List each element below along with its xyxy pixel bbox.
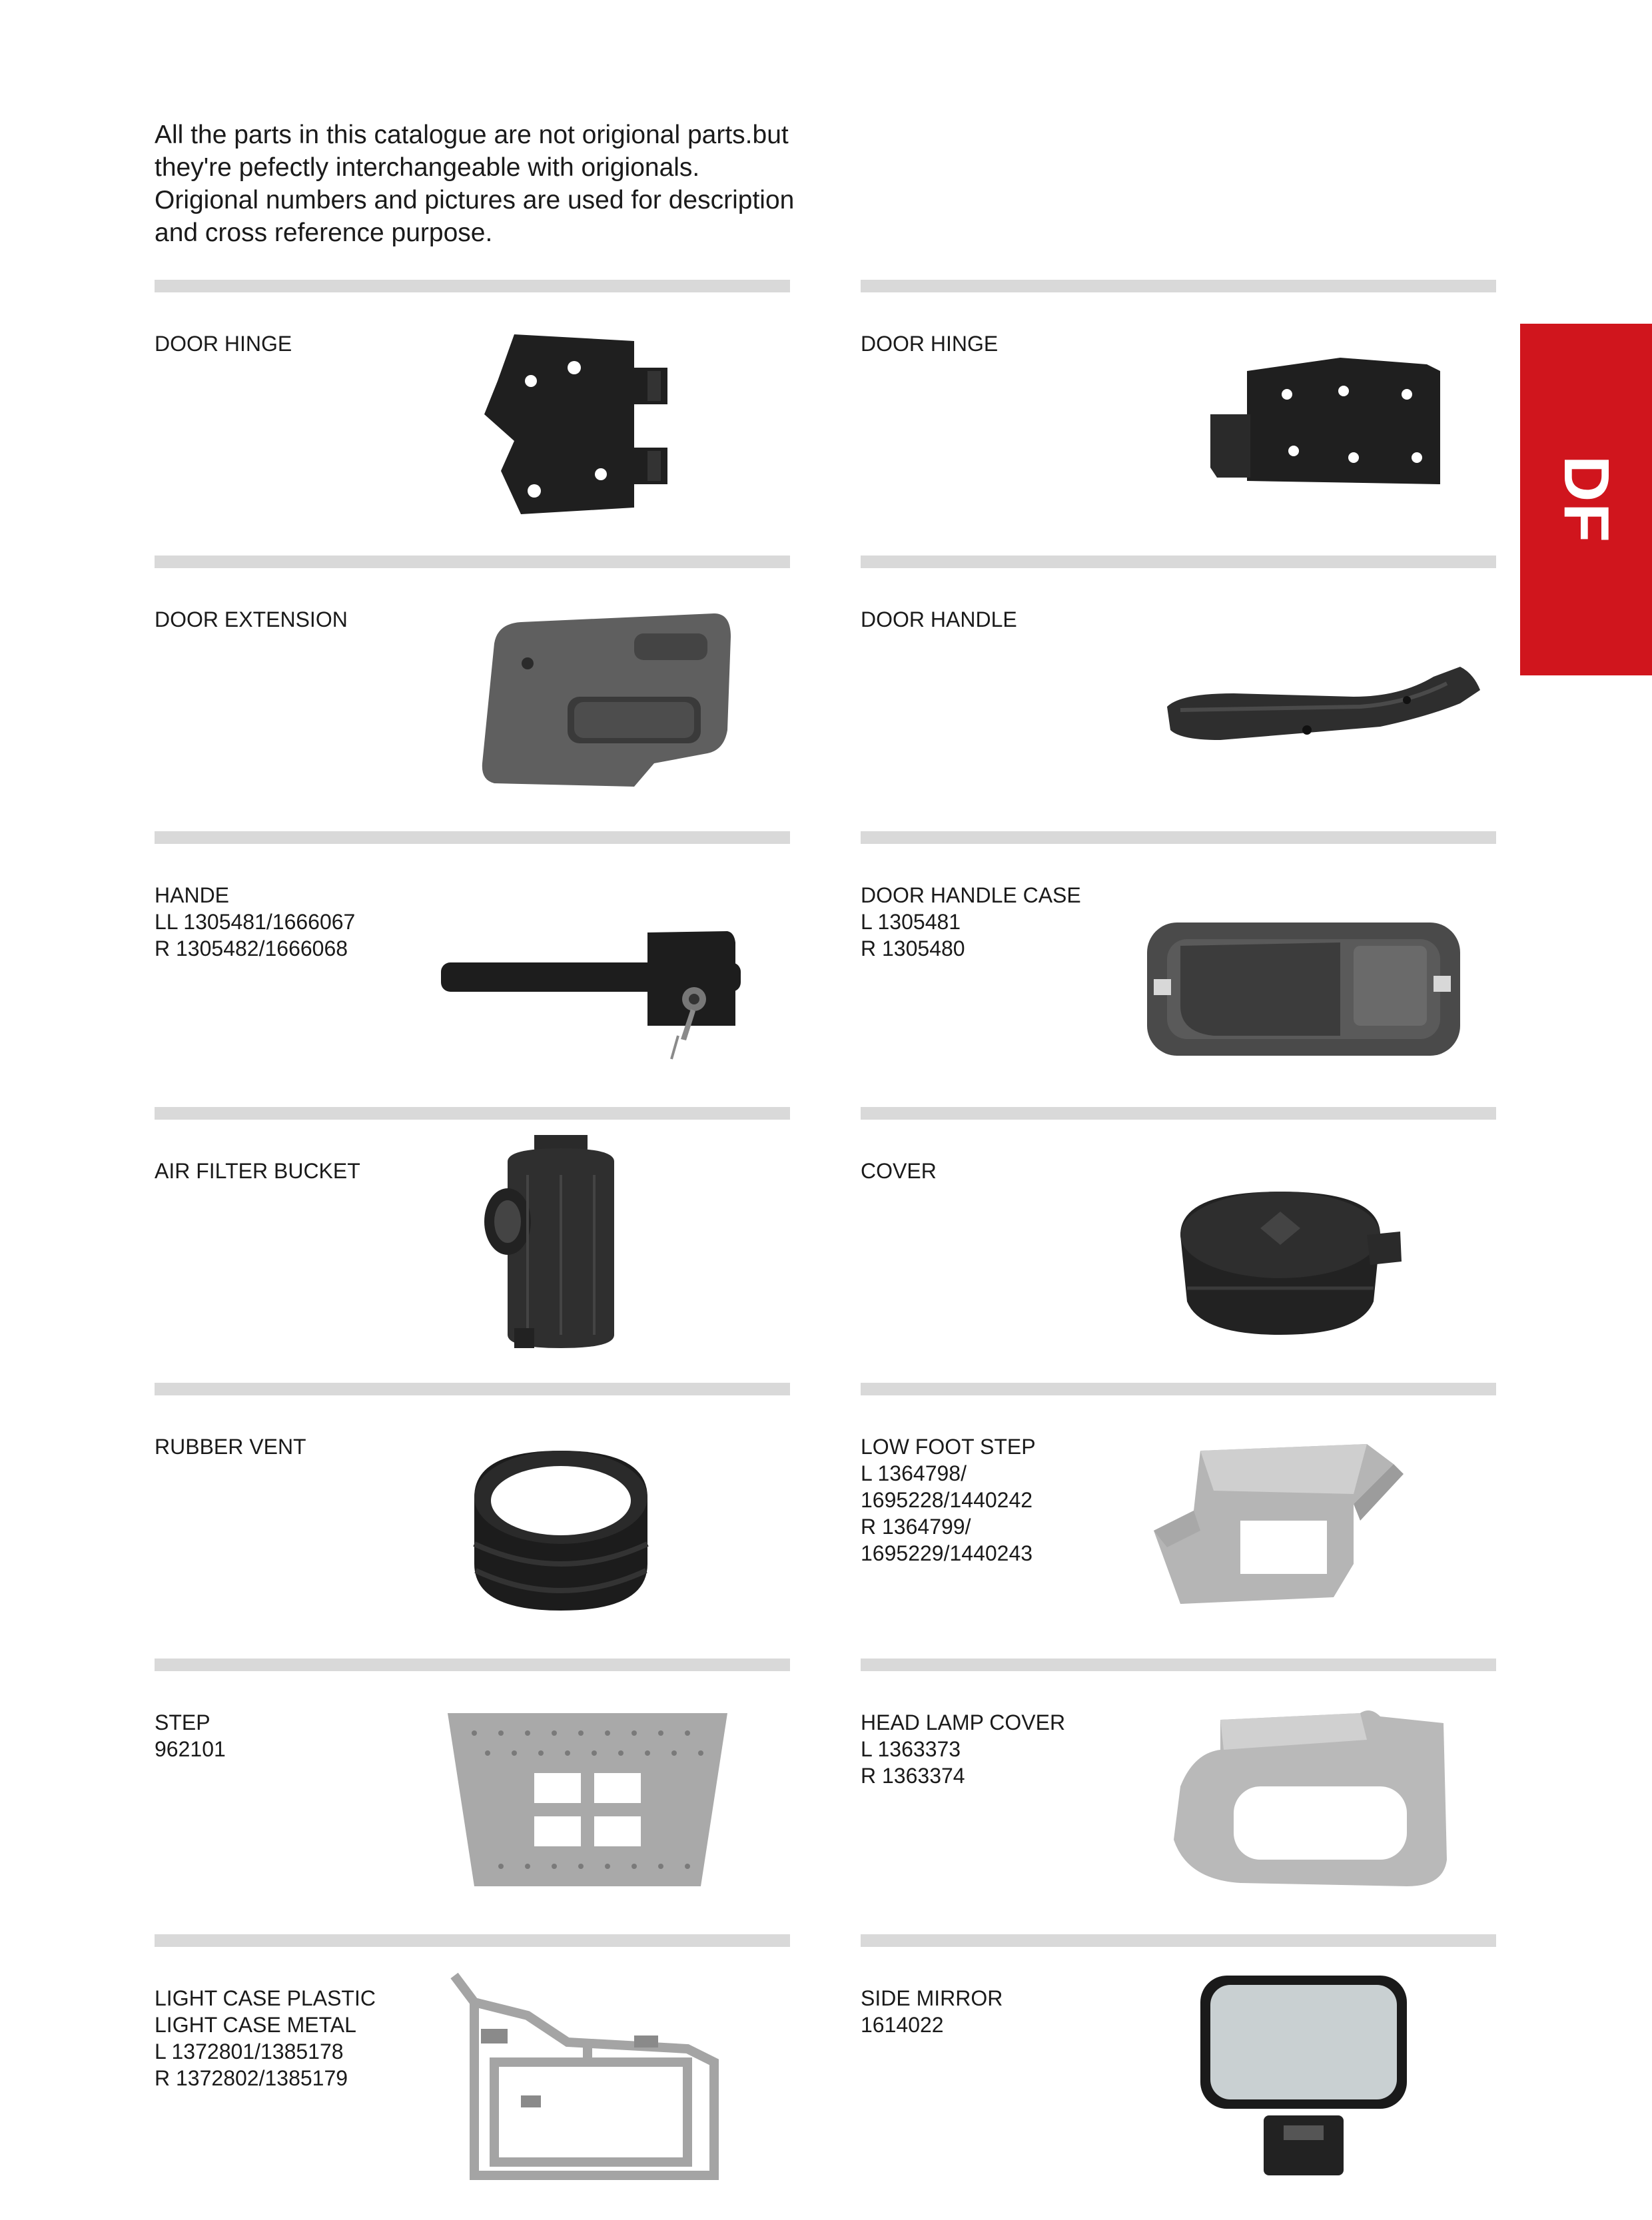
part-number: LL 1305481/1666067 (155, 910, 356, 934)
part-text (155, 1433, 434, 1460)
part-text (861, 606, 1140, 633)
part-title: DOOR HANDLE (861, 607, 1017, 631)
part-text (155, 1709, 434, 1762)
door-handle-icon (1140, 583, 1496, 813)
disclaimer-text (155, 119, 887, 249)
cover-icon (1140, 1135, 1496, 1365)
part-title: HEAD LAMP COVER (861, 1710, 1066, 1734)
part-title: DOOR HINGE (155, 332, 292, 356)
section-divider (861, 1383, 1496, 1395)
part-cover (861, 1107, 1496, 1367)
section-divider (155, 555, 790, 568)
part-text (155, 606, 434, 633)
brand-section-label: DF (1551, 456, 1622, 544)
part-title: HANDE (155, 883, 230, 907)
part-title: LIGHT CASE PLASTIC (155, 1986, 376, 2010)
part-door-extension (155, 555, 790, 815)
part-number: LIGHT CASE METAL (155, 2013, 356, 2037)
section-divider (861, 555, 1496, 568)
part-text (861, 1985, 1140, 2038)
part-number: R 1364799/ (861, 1515, 971, 1539)
section-divider (155, 280, 790, 292)
light-case-icon (434, 1962, 790, 2192)
section-divider (861, 1934, 1496, 1947)
part-text (155, 1985, 434, 2091)
part-number: R 1372802/1385179 (155, 2066, 348, 2090)
part-number: L 1305481 (861, 910, 961, 934)
part-text (861, 330, 1140, 357)
handle-with-key-icon (434, 859, 790, 1089)
part-text (861, 882, 1140, 962)
part-rubber-vent (155, 1383, 790, 1643)
rubber-vent-icon (434, 1411, 790, 1641)
part-number: 1695228/1440242 (861, 1488, 1033, 1512)
part-title: SIDE MIRROR (861, 1986, 1003, 2010)
part-number: L 1363373 (861, 1737, 961, 1761)
part-door-hinge-right (861, 280, 1496, 540)
part-title: DOOR HINGE (861, 332, 999, 356)
disclaimer-line: Origional numbers and pictures are used for description (155, 186, 795, 214)
head-lamp-cover-icon (1140, 1686, 1496, 1916)
part-air-filter-bucket (155, 1107, 790, 1367)
section-divider (155, 1107, 790, 1120)
part-hande (155, 831, 790, 1091)
part-title: RUBBER VENT (155, 1435, 306, 1459)
air-filter-bucket-icon (434, 1135, 790, 1365)
part-title: LOW FOOT STEP (861, 1435, 1036, 1459)
part-number: L 1364798/ (861, 1461, 967, 1485)
door-handle-case-icon (1140, 859, 1496, 1089)
disclaimer-line: and cross reference purpose. (155, 218, 493, 247)
part-door-handle-case (861, 831, 1496, 1091)
part-title: DOOR HANDLE CASE (861, 883, 1081, 907)
part-head-lamp-cover (861, 1659, 1496, 1918)
section-divider (155, 831, 790, 844)
part-text (155, 330, 434, 357)
disclaimer-line: they're pefectly interchangeable with origionals. (155, 153, 700, 182)
brand-section-tab (1520, 324, 1652, 675)
door-hinge-left-icon (434, 308, 790, 538)
part-text (861, 1158, 1140, 1184)
part-low-foot-step (861, 1383, 1496, 1643)
part-number: R 1305482/1666068 (155, 936, 348, 960)
section-divider (155, 1934, 790, 1947)
part-number: 1614022 (861, 2013, 944, 2037)
part-text (861, 1433, 1140, 1567)
part-number: L 1372801/1385178 (155, 2039, 344, 2063)
low-foot-step-icon (1140, 1411, 1496, 1641)
part-text (155, 882, 434, 962)
section-divider (861, 1659, 1496, 1671)
part-light-case (155, 1934, 790, 2194)
section-divider (861, 831, 1496, 844)
section-divider (861, 280, 1496, 292)
part-number: R 1363374 (861, 1764, 965, 1788)
part-title: DOOR EXTENSION (155, 607, 348, 631)
part-title: AIR FILTER BUCKET (155, 1159, 360, 1183)
part-step (155, 1659, 790, 1918)
part-door-hinge-left (155, 280, 790, 540)
part-number: 1695229/1440243 (861, 1541, 1033, 1565)
part-side-mirror (861, 1934, 1496, 2194)
door-extension-icon (434, 583, 790, 813)
part-number: 962101 (155, 1737, 226, 1761)
section-divider (155, 1659, 790, 1671)
section-divider (155, 1383, 790, 1395)
part-text (155, 1158, 434, 1184)
section-divider (861, 1107, 1496, 1120)
part-door-handle (861, 555, 1496, 815)
part-text (861, 1709, 1140, 1789)
step-icon (434, 1686, 790, 1916)
part-title: COVER (861, 1159, 937, 1183)
side-mirror-icon (1140, 1962, 1496, 2192)
door-hinge-right-icon (1140, 308, 1496, 538)
part-title: STEP (155, 1710, 210, 1734)
part-number: R 1305480 (861, 936, 965, 960)
disclaimer-line: All the parts in this catalogue are not origional parts.but (155, 121, 789, 149)
